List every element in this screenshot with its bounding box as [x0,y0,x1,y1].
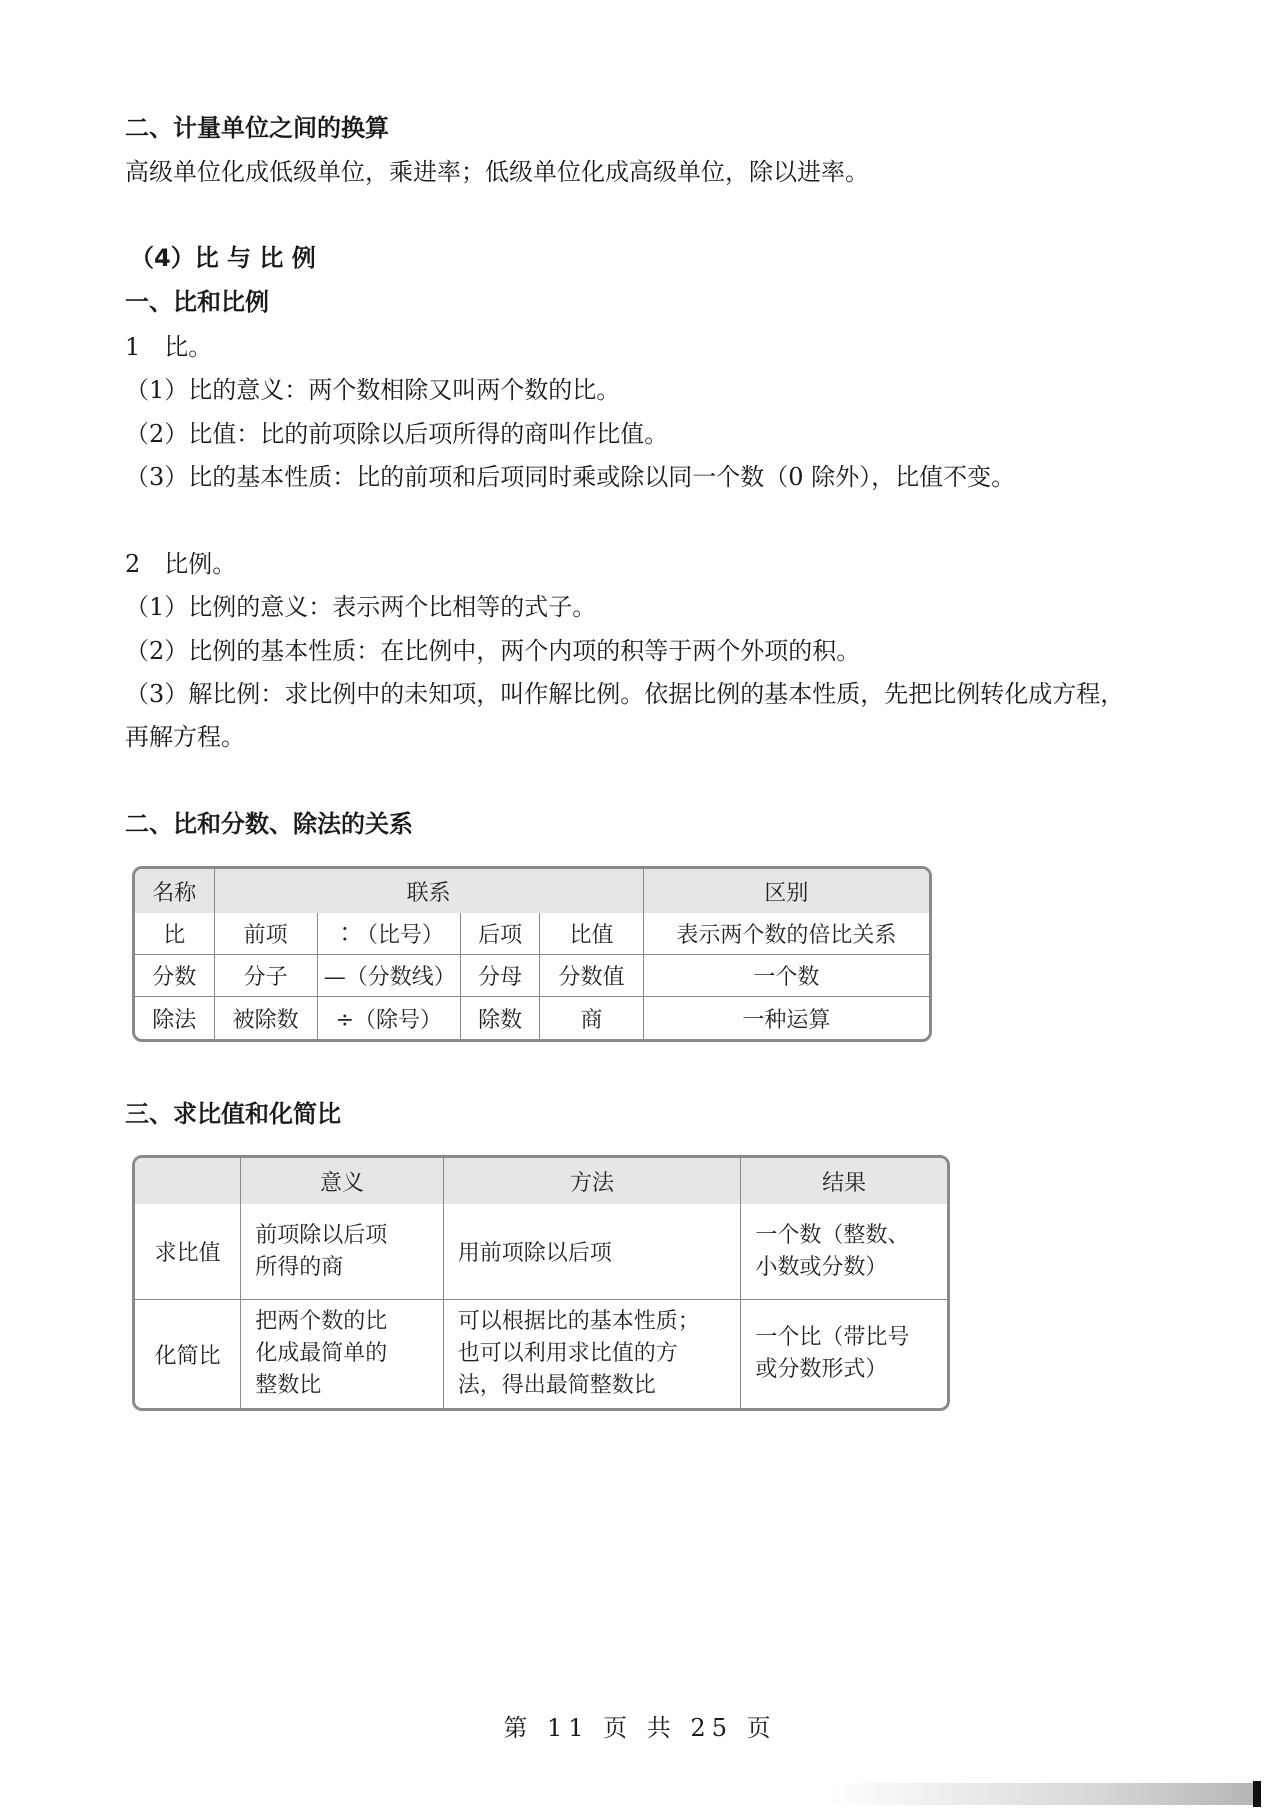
table-cell: 分子 [215,955,318,997]
simplify-table [132,1155,950,1411]
proportion-item: 再解方程。 [125,723,245,751]
table-cell [241,1204,443,1300]
table-cell: 分数 [135,955,215,997]
cell-line: 所得的商 [255,1254,344,1280]
proportion-item: （1）比例的意义：表示两个比相等的式子。 [125,593,597,621]
table-cell: 一种运算 [742,1007,831,1033]
table-cell: 化简比 [135,1300,241,1408]
cell-line: 一个数（整数、 [755,1222,910,1248]
table-cell: 被除数 [215,997,318,1039]
cell-line: 或分数形式） [755,1357,888,1382]
table-cell: 前项 [215,913,318,955]
cell-line: 用前项除以后项 [457,1241,612,1266]
table-cell [241,1300,443,1408]
ratio-section-heading: 一、比和比例 [125,288,269,316]
proportion-subtitle: 2 比例。 [125,550,237,578]
table-row [135,997,929,1039]
header-cell: 名称 [135,869,215,913]
header-cell: 意义 [241,1158,443,1204]
chapter-title: （4）比 与 比 例 [130,244,316,272]
table-cell: 除法 [135,997,215,1039]
table-row [135,1204,947,1300]
table-row [135,955,929,997]
cell-line: 法，得出最简整数比 [457,1373,656,1398]
cell-line: 也可以利用求比值的方 [457,1341,678,1366]
table-cell [741,1204,947,1300]
table-cell: 除数 [461,997,541,1039]
header-cell: 联系 [215,869,644,913]
table-cell: 后项 [461,913,541,955]
table-cell: 商 [540,997,643,1039]
table-cell [444,1204,742,1300]
cell-line: 把两个数的比 [255,1309,388,1334]
conversion-heading: 二、计量单位之间的换算 [125,114,389,142]
proportion-item: （2）比例的基本性质：在比例中，两个内项的积等于两个外项的积。 [125,637,861,665]
table-cell [741,1300,947,1408]
table-cell: 比值 [540,913,643,955]
table-cell: 一个数 [644,955,929,997]
cell-line: 化成最简单的 [255,1341,388,1366]
table-cell: 分母 [461,955,541,997]
table-cell: ÷（除号） [318,997,461,1039]
conversion-text: 高级单位化成低级单位，乘进率；低级单位化成高级单位，除以进率。 [125,158,869,186]
page-footer: 第 11 页 共 25 页 [503,1714,777,1742]
scan-edge-marker [1253,1781,1261,1807]
ratio-item: （3）比的基本性质：比的前项和后项同时乘或除以同一个数（0 除外），比值不变。 [125,463,1016,491]
cell-line: 一个比（带比号 [755,1325,910,1350]
ratio-item: （1）比的意义：两个数相除又叫两个数的比。 [125,376,621,404]
table-row [135,1300,947,1408]
header-cell: 区别 [644,869,929,913]
table-cell: 比 [135,913,215,955]
table-cell: 分数值 [540,955,643,997]
table-cell: —（分数线） [318,955,461,997]
ratio-item: （2）比值：比的前项除以后项所得的商叫作比值。 [125,420,669,448]
table-cell: 求比值 [135,1204,241,1300]
ratio-subtitle: 1 比。 [125,333,213,361]
table-cell: 表示两个数的倍比关系 [644,913,929,955]
cell-line: 可以根据比的基本性质； [457,1309,700,1334]
header-cell: 方法 [444,1158,742,1204]
cell-line: 整数比 [255,1373,322,1398]
header-cell [135,1158,241,1204]
scan-edge-bar [830,1783,1260,1805]
relation-heading: 二、比和分数、除法的关系 [125,810,413,838]
header-cell: 结果 [741,1158,947,1204]
simplify-heading: 三、求比值和化简比 [125,1100,341,1128]
table-row [135,913,929,955]
proportion-item: （3）解比例：求比例中的未知项，叫作解比例。依据比例的基本性质，先把比例转化成方程， [125,680,1125,708]
cell-line: 前项除以后项 [255,1222,388,1248]
table-cell: ∶（比号） [318,913,461,955]
table-cell [444,1300,742,1408]
cell-line: 小数或分数） [755,1254,888,1280]
relation-table [132,866,932,1042]
